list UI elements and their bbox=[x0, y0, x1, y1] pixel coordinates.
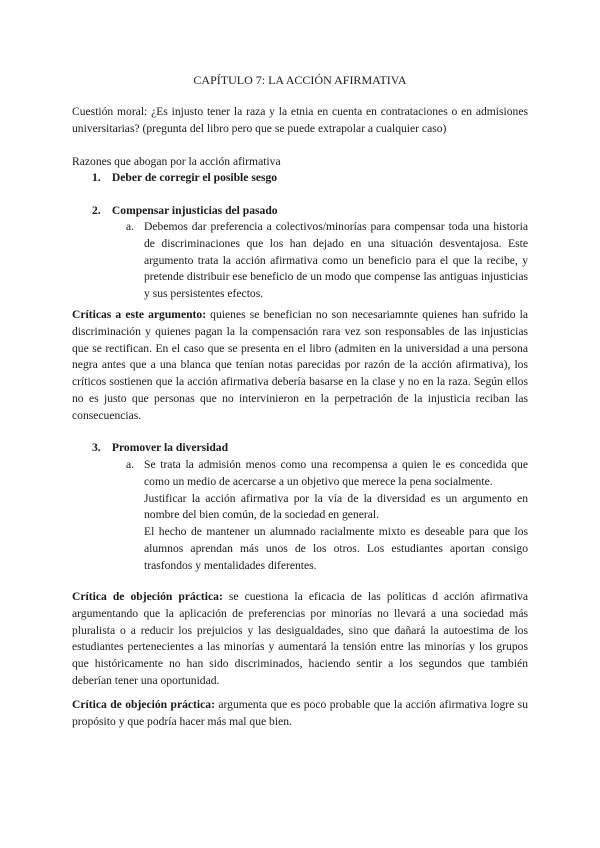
reason-3-paragraph-1: Se trata la admisión menos como una recompensa a quien le es concedida que como un medio de acercarse a un objetivo que merece la pena socialmente. bbox=[144, 458, 528, 488]
reason-3-title: Promover la diversidad bbox=[111, 441, 229, 454]
criticism-3 bbox=[72, 697, 528, 731]
reason-3-heading bbox=[92, 440, 228, 457]
reason-3-text bbox=[144, 457, 528, 575]
reason-1-title: Deber de corregir el posible sesgo bbox=[111, 171, 278, 184]
criticism-2 bbox=[72, 589, 528, 690]
reason-3-paragraph-3: El hecho de mantener un alumnado racialmente mixto es deseable para que los alumnos aprendan más unos de los otros. Los estudiantes aportan consigo trasfondos y mentalidades diferentes. bbox=[144, 525, 528, 572]
criticism-3-text: argumenta que es poco probable que la acción afirmativa logre su propósito y que podría hacer más mal que bien. bbox=[72, 698, 528, 728]
reason-2-heading bbox=[92, 203, 278, 220]
criticism-3-label: Crítica de objeción práctica: bbox=[72, 698, 215, 711]
reason-2-text: Debemos dar preferencia a colectivos/minorías para compensar toda una historia de discriminaciones que los han dejado en una situación desventajosa. Este argumento trata la acción afirmativa como un beneficio para el que la recibe, y pretende distribuir ese beneficio de un modo que compense las antiguas injusticias y sus persistentes efectos. bbox=[144, 220, 528, 301]
reason-2-subpoint bbox=[126, 219, 528, 303]
reason-2-number: 2. bbox=[92, 204, 101, 217]
reason-3-letter: a. bbox=[126, 458, 135, 471]
reasons-intro: Razones que abogan por la acción afirmativa bbox=[72, 155, 281, 168]
criticism-2-label: Crítica de objeción práctica: bbox=[72, 590, 223, 603]
reason-3-paragraph-2: Justificar la acción afirmativa por la vía de la diversidad es un argumento en nombre del bien común, de la sociedad en general. bbox=[144, 491, 528, 522]
reason-2-title: Compensar injusticias del pasado bbox=[111, 204, 278, 217]
reason-3-number: 3. bbox=[92, 441, 101, 454]
criticism-1-text: quienes se benefician no son necesariamnte quienes han sufrido la discriminación y quienes pagan la la compensación rara vez son responsables de las injusticias que se rectifican. En el caso que se presenta en el libro (admiten en la universidad a una persona negra antes que a una blanca que tenían notas parecidas por razón de la acción afirmativa), los críticos sostienen que la acción afirmativa debería basarse en la clase y no en la raza. Según ellos no es justo que personas que no intervinieron en la perpetración de la injusticia reciban las consecuencias. bbox=[72, 308, 529, 422]
criticism-2-text: se cuestiona la eficacia de las políticas d acción afirmativa argumentando que la aplicación de preferencias por minorías no llevará a una sociedad más pluralista o a reducir los prejuicios y las desigualdades, sino que dañará la autoestima de los estudiantes pertenecientes a las minorías y aumentará la tensión entre las minorías y los grupos que históricamente no han sido discriminados, haciendo sentir a los segundos que también deberían tener una oportunidad. bbox=[72, 590, 528, 687]
reason-2-letter: a. bbox=[126, 220, 135, 233]
reason-1-number: 1. bbox=[92, 171, 101, 184]
chapter-title: CAPÍTULO 7: LA ACCIÓN AFIRMATIVA bbox=[193, 73, 407, 87]
reason-3-subpoint bbox=[126, 457, 528, 575]
reason-1-heading bbox=[92, 170, 277, 187]
criticism-1-label: Críticas a este argumento: bbox=[72, 308, 207, 321]
moral-question: Cuestión moral: ¿Es injusto tener la raza y la etnia en cuenta en contrataciones o en admisiones universitarias? (pregunta del libro pero que se puede extrapolar a cualquier caso) bbox=[72, 105, 528, 135]
criticism-1 bbox=[72, 307, 528, 425]
